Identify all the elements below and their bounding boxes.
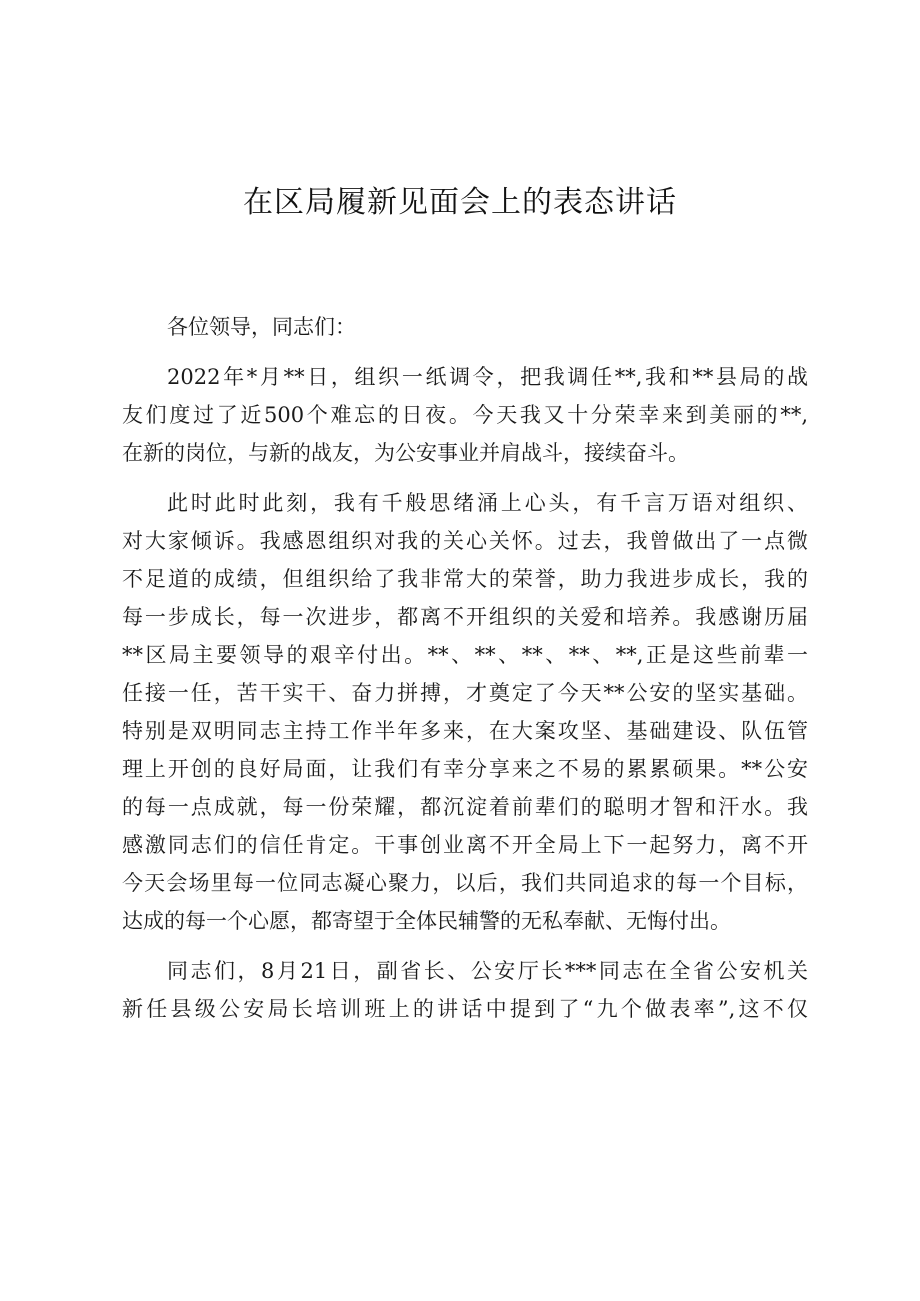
paragraph-2 — [122, 484, 808, 940]
text-line: 对大家倾诉。我感恩组织对我的关心关怀。过去，我曾做出了一点微 — [122, 529, 808, 553]
text-line: 理上开创的良好局面，让我们有幸分享来之不易的累累硕果。**公安 — [122, 757, 808, 781]
text-line: 达成的每一个心愿，都寄望于全体民辅警的无私奉献、无悔付出。 — [122, 909, 731, 933]
text-line: 任接一任，苦干实干、奋力拼搏，才奠定了今天**公安的坚实基础。 — [122, 681, 808, 705]
document-title: 在区局履新见面会上的表态讲话 — [243, 185, 677, 220]
paragraph-gap — [122, 940, 808, 952]
paragraph-1 — [122, 358, 808, 472]
text-line: 不足道的成绩，但组织给了我非常大的荣誉，助力我进步成长，我的 — [122, 567, 808, 591]
paragraph-gap — [122, 346, 808, 358]
text-line: 今天会场里每一位同志凝心聚力，以后，我们共同追求的每一个目标， — [122, 871, 808, 895]
text-line: 此时此时此刻，我有千般思绪涌上心头，有千言万语对组织、 — [167, 491, 808, 515]
text-line: 同志们，8月21日，副省长、公安厅长***同志在全省公安机关 — [167, 959, 808, 983]
paragraph-3 — [122, 952, 808, 1028]
paragraph-gap — [122, 472, 808, 484]
text-line: 的每一点成就，每一份荣耀，都沉淀着前辈们的聪明才智和汗水。我 — [122, 795, 808, 819]
text-line: 新任县级公安局长培训班上的讲话中提到了“九个做表率”,这不仅 — [122, 997, 808, 1021]
text-line: 特别是双明同志主持工作半年多来，在大案攻坚、基础建设、队伍管 — [122, 719, 808, 743]
text-line: 每一步成长，每一次进步，都离不开组织的关爱和培养。我感谢历届 — [122, 605, 808, 629]
text-line: **区局主要领导的艰辛付出。**、**、**、**、**,正是这些前辈一 — [122, 643, 808, 667]
text-line: 感激同志们的信任肯定。干事创业离不开全局上下一起努力，离不开 — [122, 833, 808, 857]
text-line: 在新的岗位，与新的战友，为公安事业并肩战斗，接续奋斗。 — [122, 441, 689, 465]
text-line: 友们度过了近500个难忘的日夜。今天我又十分荣幸来到美丽的**, — [122, 403, 808, 427]
text-line: 2022年*月**日，组织一纸调令，把我调任**,我和**县局的战 — [167, 365, 808, 389]
salutation: 各位领导，同志们： — [167, 315, 356, 339]
document-body — [122, 308, 808, 1028]
